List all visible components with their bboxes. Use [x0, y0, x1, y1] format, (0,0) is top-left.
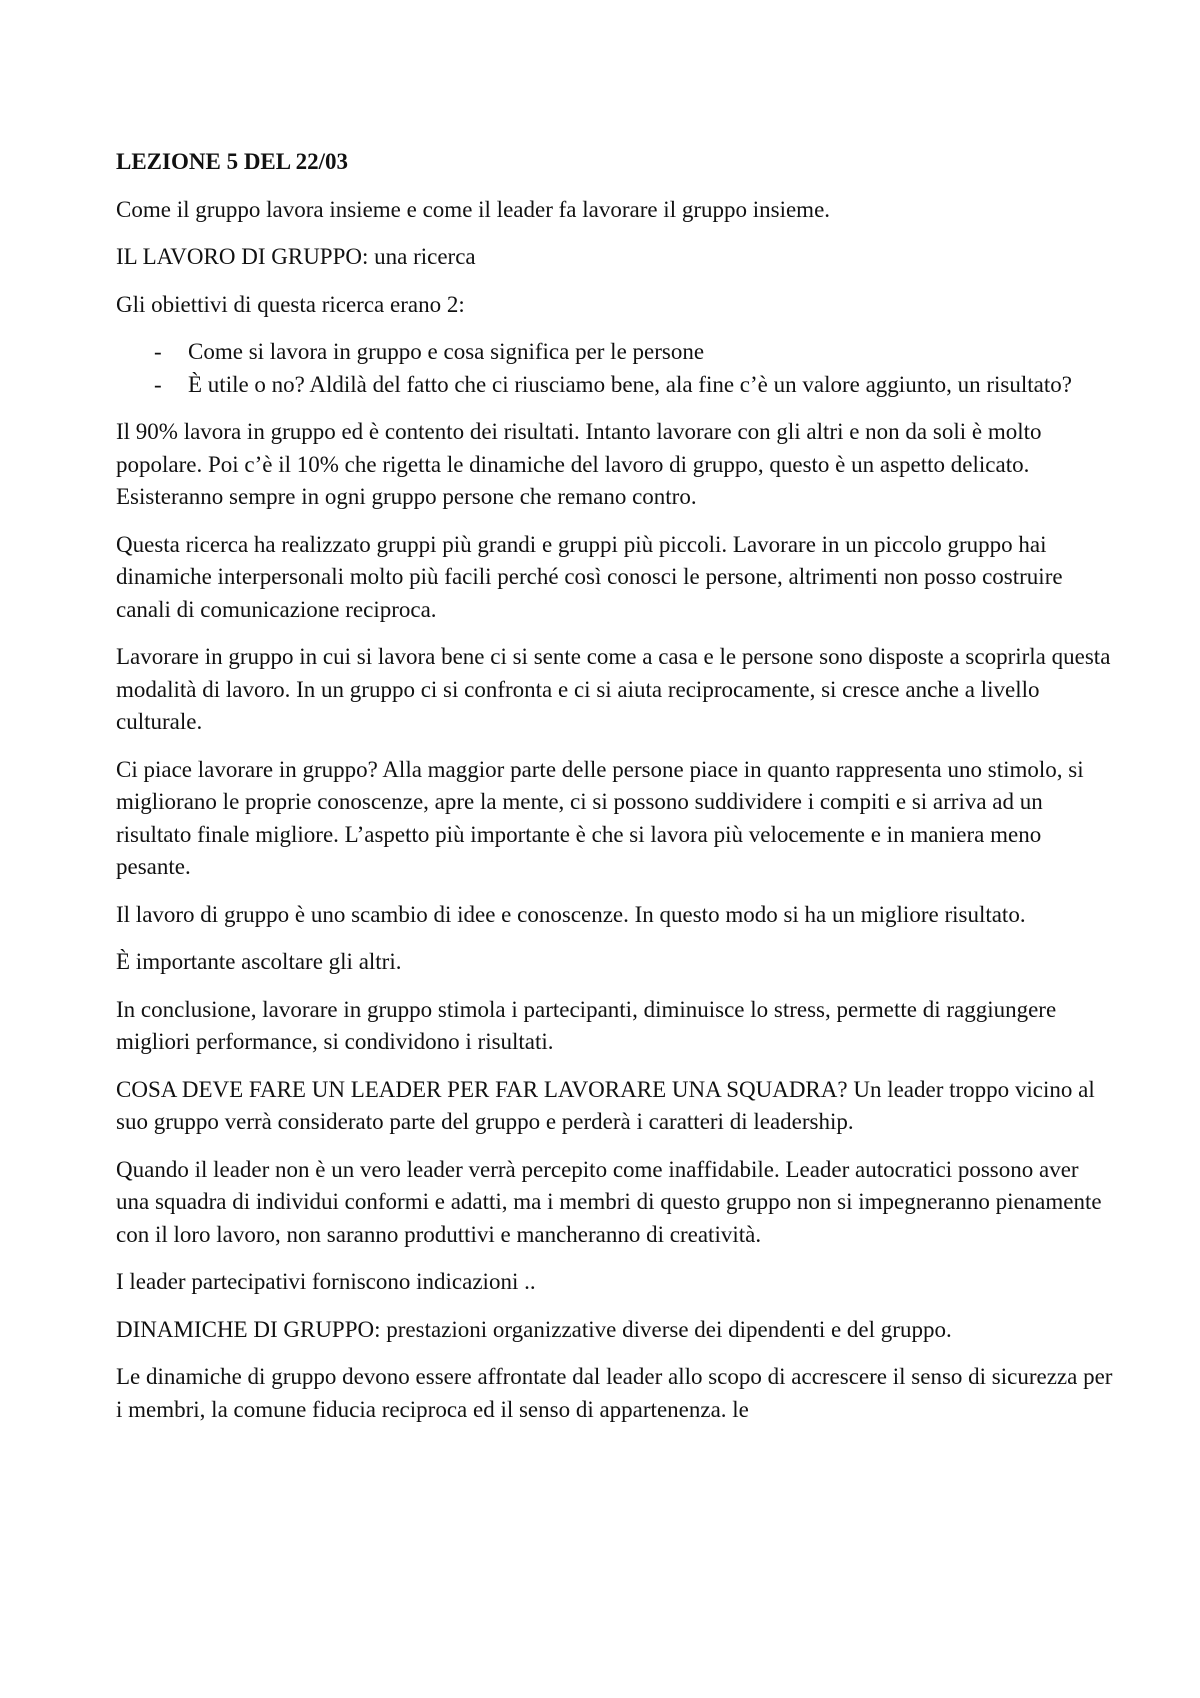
list-item	[116, 336, 1116, 369]
list-item-text: È utile o no? Aldilà del fatto che ci riusciamo bene, ala fine c’è un valore aggiunto, un risultato?	[188, 371, 1072, 397]
body-paragraph: Questa ricerca ha realizzato gruppi più grandi e gruppi più piccoli. Lavorare in un piccolo gruppo hai dinamiche interpersonali molto più facili perché così conosci le persone, altrimenti non posso costruire canali di comunicazione reciproca.	[116, 531, 1063, 622]
body-paragraph: È importante ascoltare gli altri.	[116, 949, 402, 974]
lesson-title: LEZIONE 5 DEL 22/03	[116, 149, 348, 174]
body-paragraph: I leader partecipativi forniscono indicazioni ..	[116, 1269, 536, 1294]
list-item-text: Come si lavora in gruppo e cosa significa per le persone	[188, 339, 705, 364]
section-heading-lavoro-di-gruppo: IL LAVORO DI GRUPPO: una ricerca	[116, 244, 476, 269]
document-body	[116, 146, 1116, 1441]
intro-paragraph: Come il gruppo lavora insieme e come il leader fa lavorare il gruppo insieme.	[116, 196, 831, 222]
body-paragraph: Lavorare in gruppo in cui si lavora bene ci si sente come a casa e le persone sono disposte a scoprirla questa modalità di lavoro. In un gruppo ci si confronta e ci si aiuta reciprocamente, si cresce anche a livello culturale.	[116, 644, 1111, 734]
body-paragraph: Quando il leader non è un vero leader verrà percepito come inaffidabile. Leader autocratici possono aver una squadra di individui conformi e adatti, ma i membri di questo gruppo non si impegneranno pienamente con il loro lavoro, non saranno produttivi e mancheranno di creatività.	[116, 1156, 1102, 1247]
dash-bullet: -	[154, 339, 162, 364]
body-paragraph: Il lavoro di gruppo è uno scambio di idee e conoscenze. In questo modo si ha un migliore risultato.	[116, 901, 1026, 927]
objectives-intro: Gli obiettivi di questa ricerca erano 2:	[116, 291, 465, 317]
body-paragraph: Le dinamiche di gruppo devono essere affrontate dal leader allo scopo di accrescere il senso di sicurezza per i membri, la comune fiducia reciproca ed il senso di appartenenza. le	[116, 1364, 1113, 1422]
body-paragraph: In conclusione, lavorare in gruppo stimola i partecipanti, diminuisce lo stress, permette di raggiungere migliori performance, si condividono i risultati.	[116, 996, 1057, 1054]
objectives-list	[116, 336, 1116, 401]
body-paragraph: Il 90% lavora in gruppo ed è contento dei risultati. Intanto lavorare con gli altri e non da soli è molto popolare. Poi c’è il 10% che rigetta le dinamiche del lavoro di gruppo, questo è un aspetto delicato. Esisteranno sempre in ogni gruppo persone che remano contro.	[116, 419, 1042, 509]
list-item	[116, 369, 1116, 402]
dash-bullet: -	[154, 371, 162, 397]
body-paragraph: DINAMICHE DI GRUPPO: prestazioni organizzative diverse dei dipendenti e del gruppo.	[116, 1316, 952, 1342]
body-paragraph: COSA DEVE FARE UN LEADER PER FAR LAVORARE UNA SQUADRA? Un leader troppo vicino al suo gruppo verrà considerato parte del gruppo e perderà i caratteri di leadership.	[116, 1076, 1095, 1134]
body-paragraph: Ci piace lavorare in gruppo? Alla maggior parte delle persone piace in quanto rappresenta uno stimolo, si migliorano le proprie conoscenze, apre la mente, ci si possono suddividere i compiti e si arriva ad un risultato finale migliore. L’aspetto più importante è che si lavora più velocemente e in maniera meno pesante.	[116, 756, 1084, 879]
